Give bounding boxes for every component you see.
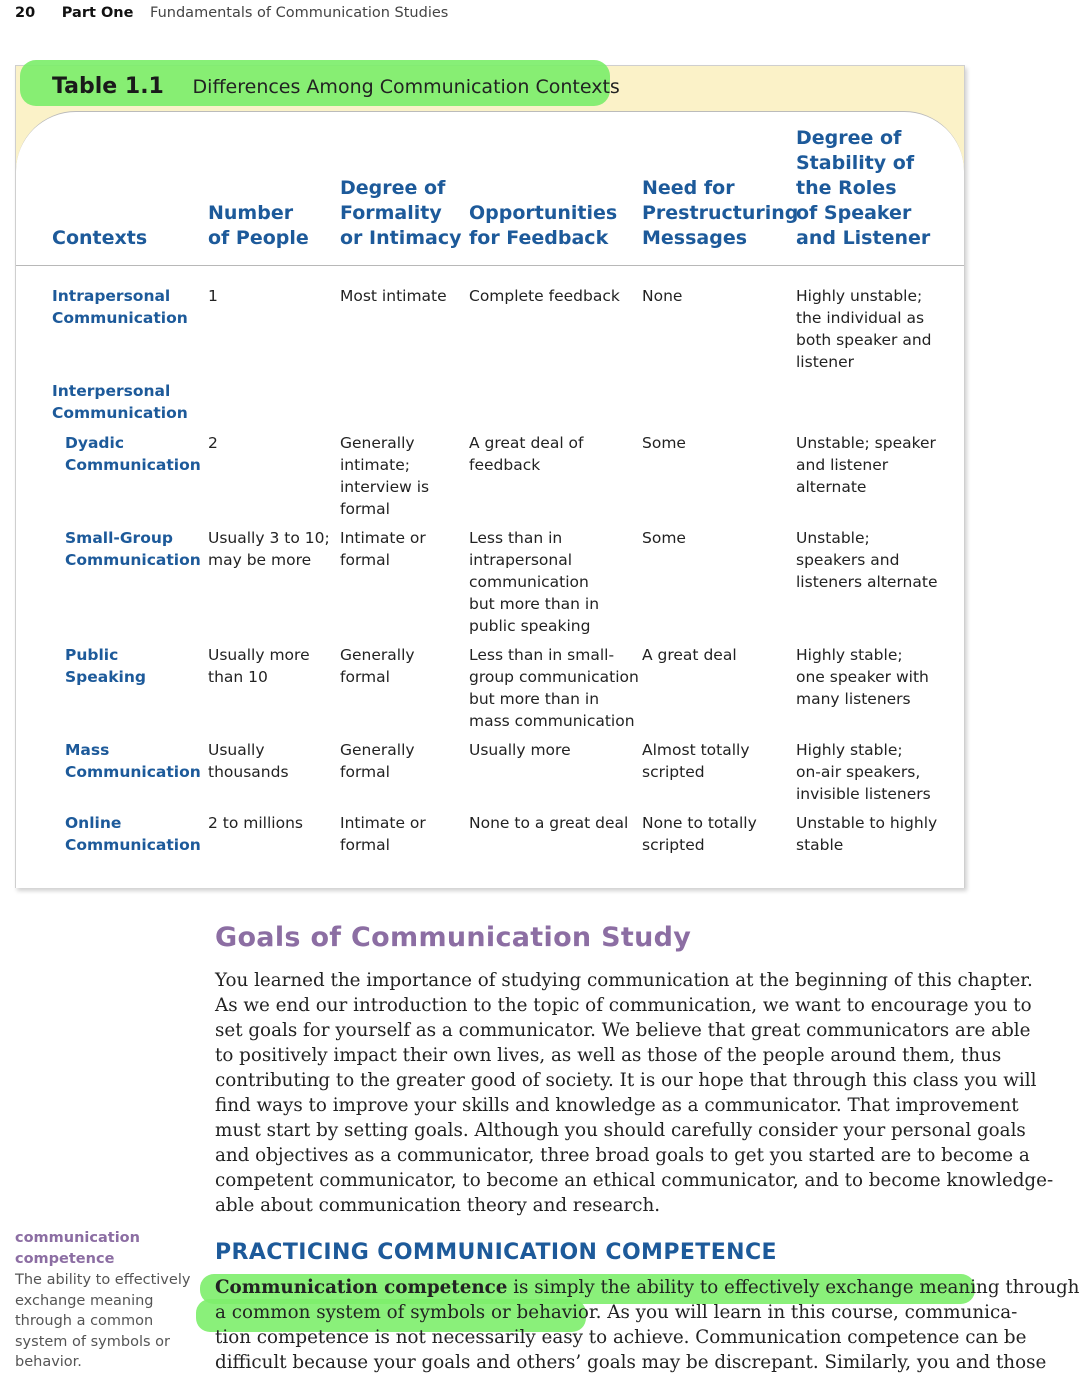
table-cell: None	[642, 287, 683, 305]
table-cell: Less than in small- group communication but more than in mass communication	[469, 646, 639, 730]
table-cell: Some	[642, 434, 686, 452]
paragraph-line: find ways to improve your skills and knowledge as a communicator. That improvement	[215, 1095, 1019, 1116]
table-cell: A great deal of feedback	[469, 434, 584, 474]
body-paragraph	[215, 968, 1054, 1218]
row-label-public-speaking: Public Speaking	[65, 646, 146, 686]
table-cell: Generally formal	[340, 741, 415, 781]
table-cell: A great deal	[642, 646, 737, 664]
table-cell: Highly stable; on-air speakers, invisible listeners	[796, 741, 931, 803]
section-heading: Goals of Communication Study	[215, 922, 692, 953]
margin-term: communication competence	[15, 1230, 140, 1267]
table-caption: Differences Among Communication Contexts	[192, 76, 620, 98]
column-header-contexts: Contexts	[52, 227, 148, 249]
book-title: Fundamentals of Communication Studies	[150, 5, 449, 21]
table-cell: Generally intimate; interview is formal	[340, 434, 430, 518]
subsection-paragraph	[215, 1275, 1079, 1375]
table-cell: Most intimate	[340, 287, 447, 305]
row-label-small-group: Small-Group Communication	[65, 529, 201, 569]
column-header-formality: Degree of Formality or Intimacy	[340, 177, 462, 249]
table-cell: Usually more than 10	[208, 646, 310, 686]
paragraph-line: and objectives as a communicator, three broad goals to get you started are to become a	[215, 1145, 1030, 1166]
table-cell: Unstable; speakers and listeners alternate	[796, 529, 938, 591]
row-label-intrapersonal: Intrapersonal Communication	[52, 287, 188, 327]
table-number: Table 1.1	[52, 74, 164, 99]
header-divider	[16, 265, 964, 266]
paragraph-line: competent communicator, to become an ethical communicator, and to become knowledge-	[215, 1170, 1054, 1191]
paragraph-line: able about communication theory and research.	[215, 1195, 661, 1216]
paragraph-line: must start by setting goals. Although you should carefully consider your personal goals	[215, 1120, 1026, 1141]
table-cell: Unstable; speaker and listener alternate	[796, 434, 936, 496]
row-label-dyadic: Dyadic Communication	[65, 434, 201, 474]
table-cell: Less than in intrapersonal communication but more than in public speaking	[469, 529, 600, 635]
paragraph-line: As we end our introduction to the topic of communication, we want to encourage you to	[215, 995, 1032, 1016]
margin-definition: The ability to effectively exchange meaning through a common system of symbols or behavior.	[15, 1272, 191, 1370]
table-cell: Some	[642, 529, 686, 547]
page-number: 20	[15, 5, 36, 21]
line-text: is simply the ability to effectively exchange meaning through	[507, 1277, 1079, 1298]
paragraph-line: set goals for yourself as a communicator. We believe that great communicators are able	[215, 1020, 1031, 1041]
table-cell: Highly stable; one speaker with many listeners	[796, 646, 929, 708]
column-header-feedback: Opportunities for Feedback	[469, 202, 618, 249]
column-header-number-of-people: Number of People	[208, 202, 309, 249]
table-cell: Usually more	[469, 741, 571, 759]
row-label-online: Online Communication	[65, 814, 201, 854]
table-cell: Usually 3 to 10; may be more	[208, 529, 330, 569]
table-cell: Generally formal	[340, 646, 415, 686]
part-label: Part One	[61, 5, 134, 21]
row-label-mass: Mass Communication	[65, 741, 201, 781]
paragraph-line: tion competence is not necessarily easy to achieve. Communication competence can be	[215, 1327, 1027, 1348]
row-label-interpersonal: Interpersonal Communication	[52, 382, 188, 422]
table-cell: Intimate or formal	[340, 529, 426, 569]
table-cell: 2	[208, 434, 218, 452]
table-cell: Unstable to highly stable	[796, 814, 938, 854]
table-cell: 2 to millions	[208, 814, 303, 832]
table-cell: Intimate or formal	[340, 814, 426, 854]
column-header-prestructuring: Need for Prestructuring Messages	[642, 177, 799, 249]
subsection-heading: PRACTICING COMMUNICATION COMPETENCE	[215, 1240, 777, 1265]
bold-term: Communication competence	[215, 1277, 508, 1298]
table-cell: Complete feedback	[469, 287, 620, 305]
table-cell: Almost totally scripted	[642, 741, 750, 781]
table-cell: None to totally scripted	[642, 814, 757, 854]
paragraph-line	[215, 1275, 1079, 1300]
paragraph-line: You learned the importance of studying communication at the beginning of this chapter.	[215, 970, 1033, 991]
table-cell: 1	[208, 287, 218, 305]
column-header-stability: Degree of Stability of the Roles of Speaker and Listener	[796, 127, 931, 249]
paragraph-line: difficult because your goals and others’ goals may be discrepant. Similarly, you and those	[215, 1352, 1047, 1373]
running-header	[15, 5, 448, 21]
paragraph-line: to positively impact their own lives, as well as those of the people around them, thus	[215, 1045, 1002, 1066]
table-cell: Usually thousands	[208, 741, 289, 781]
table-title	[52, 74, 620, 99]
table-cell: None to a great deal	[469, 814, 629, 832]
paragraph-line: contributing to the greater good of society. It is our hope that through this class you will	[215, 1070, 1037, 1091]
paragraph-line: a common system of symbols or behavior. As you will learn in this course, communica-	[215, 1302, 1018, 1323]
table-cell: Highly unstable; the individual as both speaker and listener	[796, 287, 932, 371]
